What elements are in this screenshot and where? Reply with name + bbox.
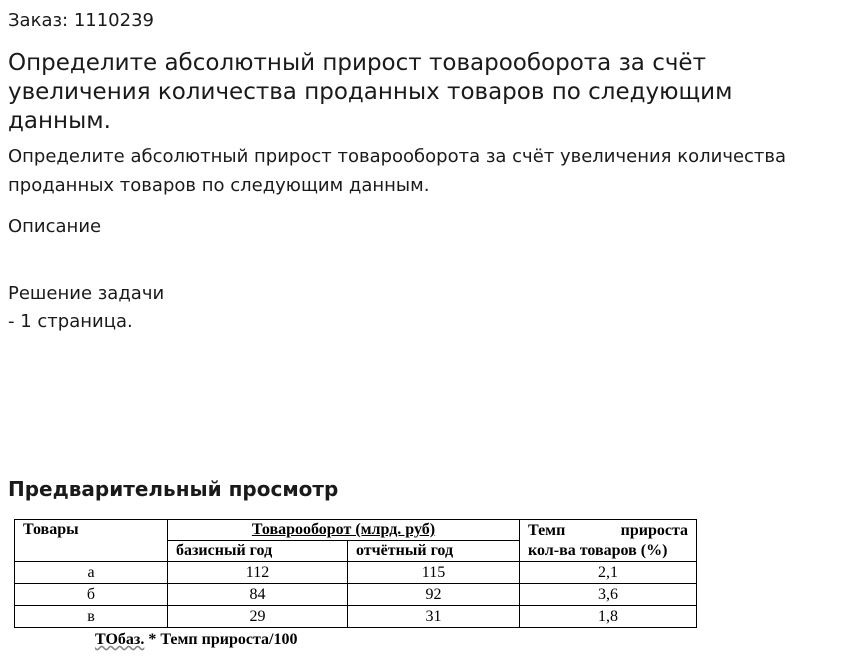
solution-line-2: - 1 страница. bbox=[8, 311, 133, 332]
preview-heading: Предварительный просмотр bbox=[8, 477, 339, 501]
header-turnover bbox=[168, 520, 520, 541]
cell-rate: 2,1 bbox=[520, 562, 697, 584]
header-rate-word1: Темп bbox=[528, 522, 566, 539]
preview-formula bbox=[95, 631, 297, 649]
task-description: Определите абсолютный прирост товарооборота за счёт увеличения количества проданных товаров по следующим данным. bbox=[8, 146, 787, 196]
cell-base: 112 bbox=[168, 562, 348, 584]
header-turnover-label: Товарооборот (млрд. руб) bbox=[251, 521, 436, 538]
table-row bbox=[15, 584, 697, 606]
header-rate bbox=[520, 520, 697, 562]
cell-rate: 1,8 bbox=[520, 606, 697, 628]
header-rate-line2: кол-ва товаров (%) bbox=[528, 542, 668, 559]
cell-goods: а bbox=[15, 562, 168, 584]
preview-table bbox=[14, 519, 697, 628]
section-label-description: Описание bbox=[8, 216, 102, 237]
header-rate-line1 bbox=[528, 521, 688, 541]
cell-report: 115 bbox=[348, 562, 520, 584]
table-row bbox=[15, 606, 697, 628]
table-row bbox=[15, 562, 697, 584]
header-goods: Товары bbox=[15, 520, 168, 562]
cell-report: 31 bbox=[348, 606, 520, 628]
solution-line-1: Решение задачи bbox=[8, 283, 165, 304]
order-number: Заказ: 1110239 bbox=[8, 10, 154, 31]
cell-rate: 3,6 bbox=[520, 584, 697, 606]
cell-base: 84 bbox=[168, 584, 348, 606]
cell-goods: б bbox=[15, 584, 168, 606]
cell-goods: в bbox=[15, 606, 168, 628]
header-rate-word2: прироста bbox=[620, 522, 688, 539]
solution-info bbox=[8, 280, 164, 336]
table-header-row bbox=[15, 520, 697, 541]
cell-report: 92 bbox=[348, 584, 520, 606]
page-title: Определите абсолютный прирост товарооборота за счёт увеличения количества проданных товаров по следующим данным. bbox=[8, 50, 733, 134]
formula-rest: * Темп прироста/100 bbox=[144, 631, 298, 648]
header-base-year: базисный год bbox=[168, 541, 348, 562]
cell-base: 29 bbox=[168, 606, 348, 628]
header-report-year: отчётный год bbox=[348, 541, 520, 562]
formula-base-term: ТОбаз. bbox=[95, 631, 145, 648]
